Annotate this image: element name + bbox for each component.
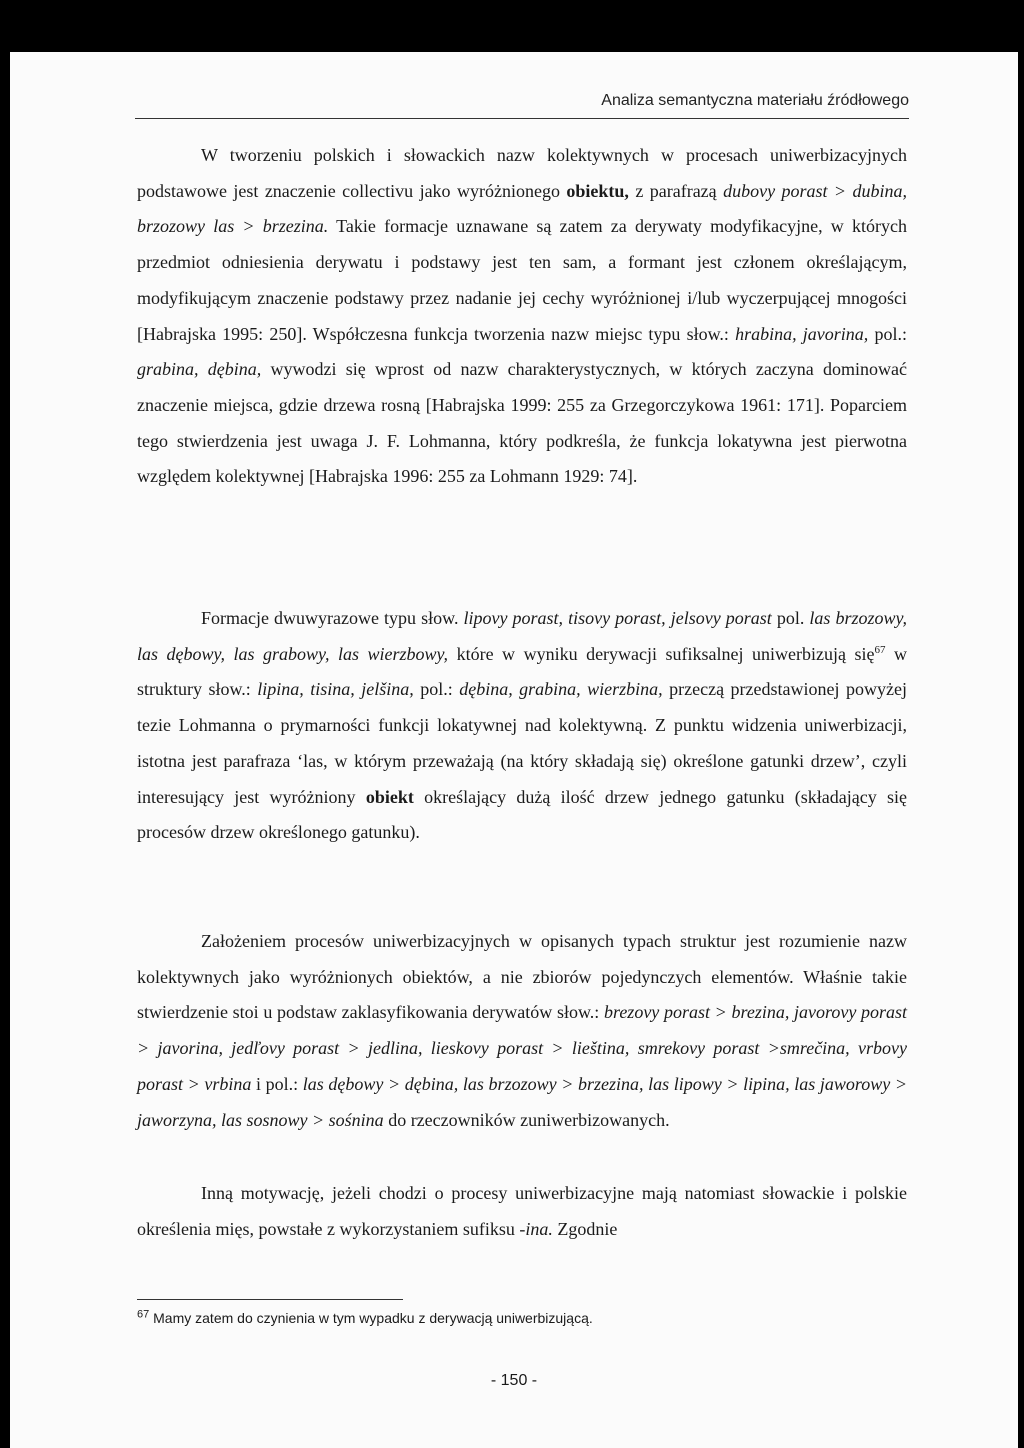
text-run: wywodzi się wprost od nazw charakterystycznych, w których zaczyna dominować znaczenie miejsca, gdzie drzewa rosną [Habrajska 1999: 255 za Grzegorczykowa 1961: 171]. Poparciem tego stwierdzenia jest uwaga J. F. Lohmanna, który podkreśla, że funkcja lokatywna jest pierwotna względem kolektywnej [Habrajska 1996: 255 za Lohmann 1929: 74].	[137, 359, 907, 487]
italic-term: -ina.	[519, 1218, 553, 1239]
text-run: pol.:	[413, 679, 460, 700]
italic-term: lipina, tisina, jelšina,	[257, 679, 414, 700]
text-run: które w wyniku derywacji sufiksalnej uniwerbizują się	[448, 643, 875, 664]
running-header: Analiza semantyczna materiału źródłowego	[601, 92, 909, 109]
text-run: Zgodnie	[552, 1218, 618, 1239]
italic-term: las brzozowy, las dębowy, las grabowy, las wierzbowy,	[137, 608, 907, 664]
text-run: określający dużą ilość drzew jednego gatunku (składający się procesów drzew określonego gatunku).	[137, 786, 907, 843]
italic-term: brezovy porast > brezina, javorovy porast > javorina, jedľovy porast > jedlina, lieskovy porast > lieština, smrekovy porast >smrečina, vrbovy porast > vrbina	[137, 1002, 907, 1094]
footnote-number: 67	[137, 1308, 150, 1321]
paragraph-4	[137, 1176, 907, 1247]
footnote	[137, 1310, 593, 1326]
footnote-text: Mamy zatem do czynienia w tym wypadku z derywacją uniwerbizującą.	[149, 1310, 593, 1326]
text-run: Inną motywację, jeżeli chodzi o procesy uniwerbizacyjne mają natomiast słowackie i polskie określenia mięs, powstałe z wykorzystaniem sufiksu	[137, 1183, 907, 1239]
paragraph-2	[137, 601, 907, 851]
text-run: przeczą przedstawionej powyżej tezie Lohmanna o prymarności funkcji lokatywnej nad kolektywną. Z punktu widzenia uniwerbizacji, istotna jest parafraza ‘las, w którym przeważają (na który składają się) określone gatunki drzew’, czyli interesujący jest wyróżniony	[137, 679, 907, 807]
text-run: Założeniem procesów uniwerbizacyjnych w opisanych typach struktur jest rozumienie nazw kolektywnych jako wyróżnionych obiektów, a nie zbiorów pojedynczych elementów. Właśnie takie stwierdzenie stoi u podstaw zaklasyfikowania derywatów słow.:	[137, 931, 907, 1023]
text-run: i pol.:	[251, 1073, 303, 1094]
text-run: do rzeczowników zuniwerbizowanych.	[383, 1109, 670, 1130]
footnote-ref[interactable]: 67	[874, 643, 886, 656]
bold-term: obiekt	[365, 786, 414, 807]
text-run: Formacje dwuwyrazowe typu słow.	[201, 608, 464, 628]
italic-term: dubovy porast > dubina, brzozowy las > brzezina.	[137, 180, 907, 237]
paragraph-1	[137, 138, 907, 495]
text-run: W tworzeniu polskich i słowackich nazw kolektywnych w procesach uniwerbizacyjnych podstawowe jest znaczenie collectivu jako wyróżnionego	[137, 145, 907, 201]
text-run: w struktury słow.:	[137, 643, 908, 700]
italic-term: dębina, grabina, wierzbina,	[459, 679, 663, 700]
text-run: pol.	[771, 608, 810, 628]
italic-term: las dębowy > dębina, las brzozowy > brzezina, las lipowy > lipina, las jaworowy > jaworzyna, las sosnowy > sośnina	[137, 1073, 907, 1130]
text-run: Takie formacje uznawane są zatem za derywaty modyfikacyjne, w których przedmiot odniesienia derywatu i podstawy jest ten sam, a formant jest członem określającym, modyfikującym znaczenie podstawy przez nadanie jej cechy wyróżnionej i/lub wyczerpującej mnogości [Habrajska 1995: 250]. Współczesna funkcja tworzenia nazw miejsc typu słow.:	[137, 216, 907, 344]
paragraph-3	[137, 924, 907, 1138]
footnote-rule	[137, 1299, 403, 1300]
document-page	[10, 52, 1018, 1448]
italic-term: hrabina, javorina,	[735, 323, 869, 344]
italic-term: grabina, dębina,	[137, 359, 262, 380]
italic-term: lipovy porast, tisovy porast, jelsovy porast	[463, 608, 772, 628]
bold-term: obiektu,	[566, 180, 629, 201]
page-number: - 150 -	[490, 1372, 538, 1389]
text-run: pol.:	[868, 323, 907, 344]
header-rule	[135, 118, 909, 119]
text-run: z parafrazą	[628, 180, 724, 201]
